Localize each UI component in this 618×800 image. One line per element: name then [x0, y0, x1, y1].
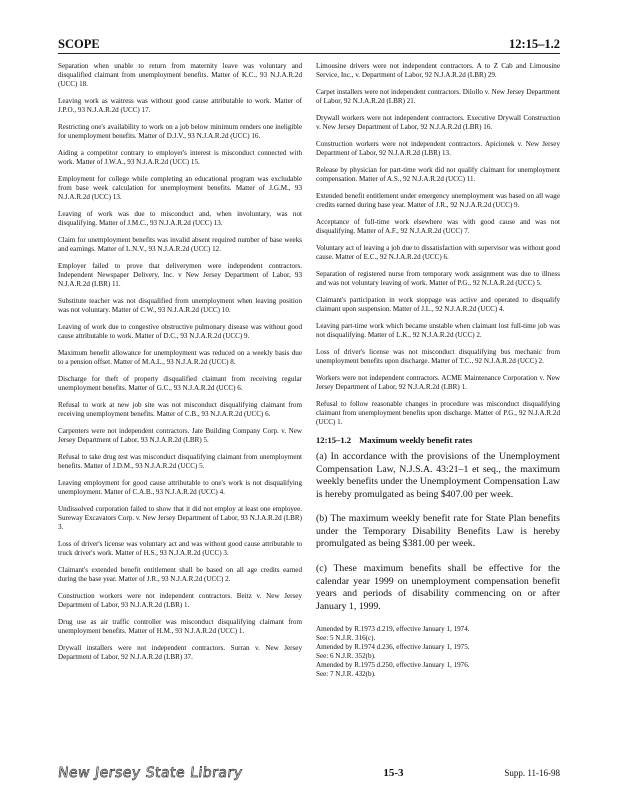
annotation-entry: Discharge for theft of property disqualified claimant from receiving regular unemployment benefits. Matter of G.C., 93 N.J.A.R.2d (UCC) 6. — [58, 374, 302, 392]
right-column — [316, 62, 560, 679]
header-rule — [58, 53, 560, 54]
annotation-entry: Release by physician for part-time work did not qualify claimant for unemployment compensation. Matter of A.S., 92 N.J.A.R.2d (UCC) 11. — [316, 166, 560, 183]
annotation-entry: Separation of registered nurse from temporary work assignment was due to illness and was not voluntary leaving of work. Matter of P.G., 92 N.J.A.R.2d (UCC) 5. — [316, 270, 560, 287]
section-number: 12:15–1.2 — [316, 434, 352, 445]
annotation-entry: Refusal to work at new job site was not misconduct disqualifying claimant from receiving unemployment benefits. Matter of C.B., 93 N.J.A.R.2d (UCC) 6. — [58, 400, 302, 418]
history-notes — [316, 625, 560, 678]
history-line: See: 7 N.J.R. 432(b). — [316, 669, 376, 678]
annotation-entry: Limousine drivers were not independent contractors. A to Z Cab and Limousine Service, Inc., v. Department of Labor, 92 N.J.A.R.2d (LBR) 29. — [316, 62, 560, 79]
annotation-entry: Loss of driver's license was voluntary act and was without good cause attributable to truck driver's work. Matter of H.S., 93 N.J.A.R.2d (UCC) 3. — [58, 539, 302, 557]
section-title: Maximum weekly benefit rates — [359, 434, 473, 445]
annotation-entry: Acceptance of full-time work elsewhere was with good cause and was not disqualifying. Matter of A.F., 92 N.J.A.R.2d (UCC) 7. — [316, 218, 560, 235]
annotation-entry: Leaving part-time work which became unstable when claimant lost full-time job was not disqualifying. Matter of L.K., 92 N.J.A.R.2d (UCC) 2. — [316, 322, 560, 339]
annotation-entry: Construction workers were not independent contractors. Beitz v. New Jersey Department of Labor, 93 N.J.A.R.2d (LBR) 1. — [58, 591, 302, 609]
page-footer — [58, 763, 560, 783]
annotation-entry: Loss of driver's license was not misconduct disqualifying bus mechanic from unemployment benefits upon discharge. Matter of T.C., 92 N.J.A.R.2d (UCC) 2. — [316, 348, 560, 365]
annotation-entry: Drug use as air traffic controller was misconduct disqualifying claimant from unemployment benefits. Matter of H.M., 93 N.J.A.R.2d (UCC) 1. — [58, 617, 302, 635]
annotation-entry: Extended benefit entitlement under emergency unemployment was based on all wage credits earned during base year. Matter of J.R., 92 N.J.A.R.2d (UCC) 9. — [316, 192, 560, 209]
annotation-entry: Carpet installers were not independent contractors. Dilollo v. New Jersey Department of Labor, 92 N.J.A.R.2d (LBR) 21. — [316, 88, 560, 105]
annotation-entry: Employment for college while completing an educational program was excludable from base week calculation for unemployment benefits. Matter of J.G.M., 93 N.J.A.R.2d (UCC) 13. — [58, 174, 302, 201]
rule-paragraph-a: (a) In accordance with the provisions of the Unemployment Compensation Law, N.J.S.A. 43:21–1 et seq., the maximum weekly benefits under the Unemployment Compensation Law is hereby promulgated as being $407.00 per week. — [316, 450, 560, 500]
header-title: SCOPE — [58, 37, 100, 51]
annotation-entry: Employer failed to prove that deliverymen were independent contractors. Independent Newspaper Delivery, Inc. v New Jersey Department of Labor, 93 N.J.A.R.2d (LBR) 11. — [58, 261, 302, 288]
history-line: Amended by R.1974 d.236, effective January 1, 1975. — [316, 643, 470, 652]
annotation-entry: Leaving of work due to congestive obstructive pulmonary disease was without good cause attributable to work. Matter of D.C., 93 N.J.A.R.2d (UCC) 9. — [58, 322, 302, 340]
rule-paragraph-c: (c) These maximum benefits shall be effective for the calendar year 1999 on unemployment compensation benefit years and periods of disability commencing on or after January 1, 1999. — [316, 563, 560, 612]
annotation-entry: Refusal to take drug test was misconduct disqualifying claimant from unemployment benefits. Matter of J.D.M., 93 N.J.A.R.2d (UCC) 5. — [58, 452, 302, 470]
section-heading — [316, 435, 560, 445]
header-section-number: 12:15–1.2 — [508, 37, 560, 51]
annotation-entry: Refusal to follow reasonable changes in procedure was misconduct disqualifying claimant from unemployment benefits upon discharge. Matter of P.G., 92 N.J.A.R.2d (UCC) 1. — [316, 400, 560, 426]
history-line: Amended by R.1973 d.219, effective January 1, 1974. — [316, 625, 470, 634]
annotation-entry: Separation when unable to return from maternity leave was voluntary and disqualified claimant from unemployment benefits. Matter of K.C., 93 N.J.A.R.2d (UCC) 18. — [58, 62, 302, 88]
left-column — [58, 62, 302, 670]
annotation-entry: Claimant's participation in work stoppage was active and operated to disqualify claimant upon suspension. Matter of J.L., 92 N.J.A.R.2d (UCC) 4. — [316, 296, 560, 313]
history-line: Amended by R.1975 d.250, effective January 1, 1976. — [316, 661, 470, 670]
annotation-entry: Leaving employment for good cause attributable to one's work is not disqualifying unemployment. Matter of C.A.B., 93 N.J.A.R.2d (UCC) 4. — [58, 478, 302, 496]
annotation-entry: Drywall installers were not independent contractors. Surran v. New Jersey Department of Labor, 92 N.J.A.R.2d (LBR) 37. — [58, 643, 302, 661]
annotation-entry: Claim for unemployment benefits was invalid absent required number of base weeks and earnings. Matter of L.N.V., 93 N.J.A.R.2d (UCC) 12. — [58, 235, 302, 253]
rule-paragraph-b: (b) The maximum weekly benefit rate for State Plan benefits under the Temporary Disability Benefits Law is hereby promulgated as being $381.00 per week. — [316, 513, 560, 550]
annotation-entry: Drywall workers were not independent contractors. Executive Drywall Construction v. New Jersey Department of Labor, 92 N.J.A.R.2d (LBR) 16. — [316, 114, 560, 131]
history-line: See: 6 N.J.R. 352(b). — [316, 652, 376, 661]
annotation-entry: Maximum benefit allowance for unemployment was reduced on a weekly basis due to a pension offset. Matter of M.A.L., 93 N.J.A.R.2d (UCC) 8. — [58, 348, 302, 366]
annotation-entry: Workers were not independent contractors. ACME Maintenance Corporation v. New Jersey Department of Labor, 92 N.J.A.R.2d (LBR) 1. — [316, 374, 560, 391]
supplement-date: Supp. 11-16-98 — [504, 768, 560, 778]
annotation-entry: Leaving of work was due to misconduct and, when involuntary, was not disqualifying. Matter of J.M.C., 93 N.J.A.R.2d (UCC) 13. — [58, 209, 302, 227]
annotation-entry: Construction workers were not independent contractors. Apicionek v. New Jersey Department of Labor, 92 N.J.A.R.2d (LBR) 13. — [316, 140, 560, 157]
annotation-entry: Substitute teacher was not disqualified from unemployment when leaving position was not voluntary. Matter of C.W., 93 N.J.A.R.2d (UCC) 10. — [58, 296, 302, 314]
annotation-entry: Undissolved corporation failed to show that it did not employ at least one employee. Sureway Excavators Corp. v. New Jersey Department of Labor, 93 N.J.A.R.2d (LBR) 3. — [58, 504, 302, 531]
annotation-entry: Leaving work as waitress was without good cause attributable to work. Matter of J.P.O., 93 N.J.A.R.2d (UCC) 17. — [58, 96, 302, 114]
running-header — [58, 36, 560, 52]
history-line: See: 5 N.J.R. 316(c). — [316, 634, 376, 643]
annotation-entry: Aiding a competitor contrary to employer's interest is misconduct connected with work. Matter of J.W.A., 93 N.J.A.R.2d (UCC) 15. — [58, 148, 302, 166]
annotation-entry: Carpenters were not independent contractors. Jate Building Company Corp. v. New Jersey Department of Labor, 93 N.J.A.R.2d (LBR) 5. — [58, 426, 302, 444]
library-stamp: New Jersey State Library — [57, 765, 244, 781]
annotation-entry: Voluntary act of leaving a job due to dissatisfaction with supervisor was without good cause. Matter of E.C., 92 N.J.A.R.2d (UCC) 6. — [316, 244, 560, 261]
annotation-entry: Claimant's extended benefit entitlement shall be based on all age credits earned during the base year. Matter of J.R., 93 N.J.A.R.2d (UCC) 2. — [58, 565, 302, 583]
page-number: 15-3 — [383, 767, 404, 779]
annotation-entry: Restricting one's availability to work on a job below minimum renders one ineligible for unemployment benefits. Matter of D.J.V., 93 N.J.A.R.2d (UCC) 16. — [58, 122, 302, 140]
